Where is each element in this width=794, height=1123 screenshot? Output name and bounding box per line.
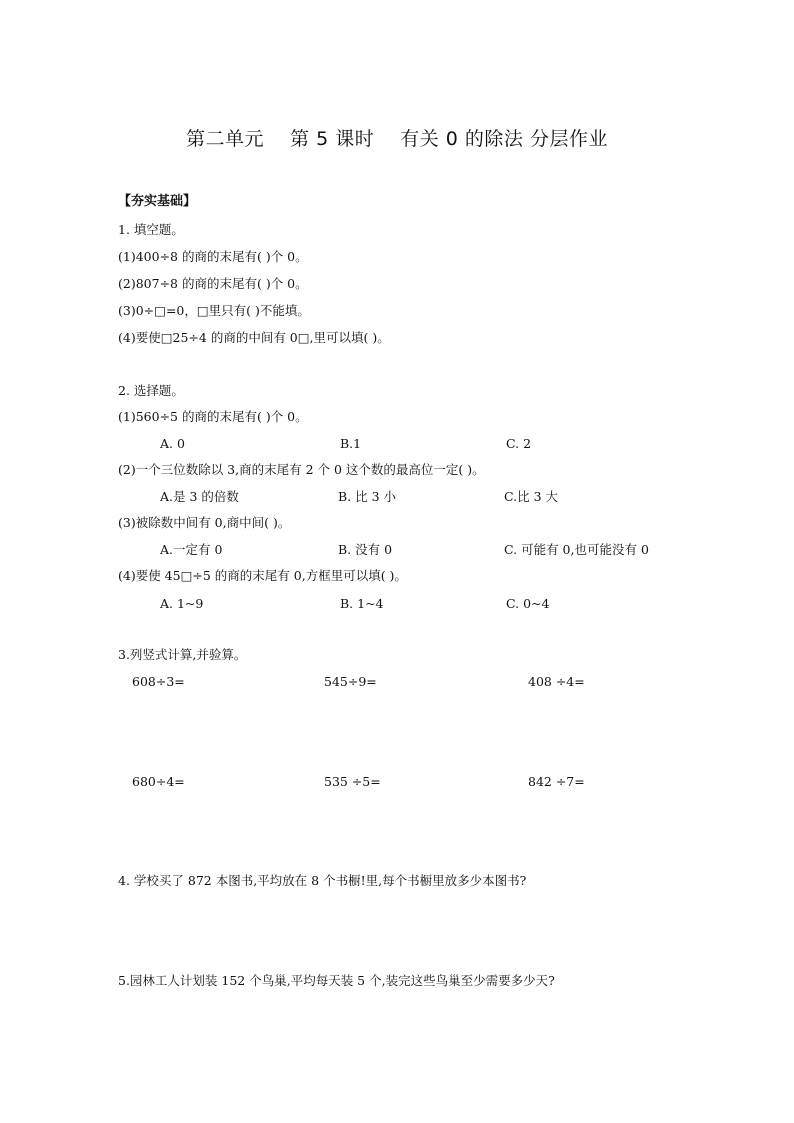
q2-heading: 2. 选择题。 <box>118 383 184 398</box>
q3-calc-4: 680÷4= <box>132 774 185 789</box>
q2-2-option-a: A.是 3 的倍数 <box>160 489 239 504</box>
q2-3-option-c: C. 可能有 0,也可能没有 0 <box>504 542 649 557</box>
q2-1-option-b: B.1 <box>340 436 362 451</box>
q2-4-option-c: C. 0~4 <box>506 596 550 611</box>
q2-item-1: (1)560÷5 的商的末尾有( )个 0。 <box>118 409 308 424</box>
q3-calc-2: 545÷9= <box>324 674 377 689</box>
q1-heading: 1. 填空题。 <box>118 222 184 237</box>
q3-calc-6: 842 ÷7= <box>528 774 585 789</box>
q1-item-3: (3)0÷□=0，□里只有( )不能填。 <box>118 303 310 318</box>
q2-4-option-a: A. 1~9 <box>160 596 204 611</box>
q2-item-2: (2)一个三位数除以 3,商的末尾有 2 个 0 这个数的最高位一定( )。 <box>118 462 485 477</box>
q4-text: 4. 学校买了 872 本图书,平均放在 8 个书橱!里,每个书橱里放多少本图书? <box>118 873 527 888</box>
q1-item-4: (4)要使□25÷4 的商的中间有 0□,里可以填( )。 <box>118 330 390 345</box>
q2-2-option-c: C.比 3 大 <box>504 489 558 504</box>
q3-calc-1: 608÷3= <box>132 674 185 689</box>
q3-heading: 3.列竖式计算,并验算。 <box>118 647 247 662</box>
q2-item-4: (4)要使 45□÷5 的商的末尾有 0,方框里可以填( )。 <box>118 568 407 583</box>
q2-2-option-b: B. 比 3 小 <box>338 489 397 504</box>
q2-3-option-b: B. 没有 0 <box>338 542 393 557</box>
section-heading: 【夯实基础】 <box>118 194 197 209</box>
q3-calc-3: 408 ÷4= <box>528 674 585 689</box>
q1-item-1: (1)400÷8 的商的末尾有( )个 0。 <box>118 249 308 264</box>
q2-1-option-a: A. 0 <box>160 436 185 451</box>
q2-3-option-a: A.一定有 0 <box>160 542 223 557</box>
q2-1-option-c: C. 2 <box>506 436 532 451</box>
q1-item-2: (2)807÷8 的商的末尾有( )个 0。 <box>118 276 308 291</box>
page-title: 第二单元 第 5 课时 有关 0 的除法 分层作业 <box>186 128 608 150</box>
q2-4-option-b: B. 1~4 <box>340 596 384 611</box>
q2-item-3: (3)被除数中间有 0,商中间( )。 <box>118 515 291 530</box>
q3-calc-5: 535 ÷5= <box>324 774 381 789</box>
q5-text: 5.园林工人计划装 152 个鸟巢,平均每天装 5 个,装完这些鸟巢至少需要多少天? <box>118 973 555 988</box>
